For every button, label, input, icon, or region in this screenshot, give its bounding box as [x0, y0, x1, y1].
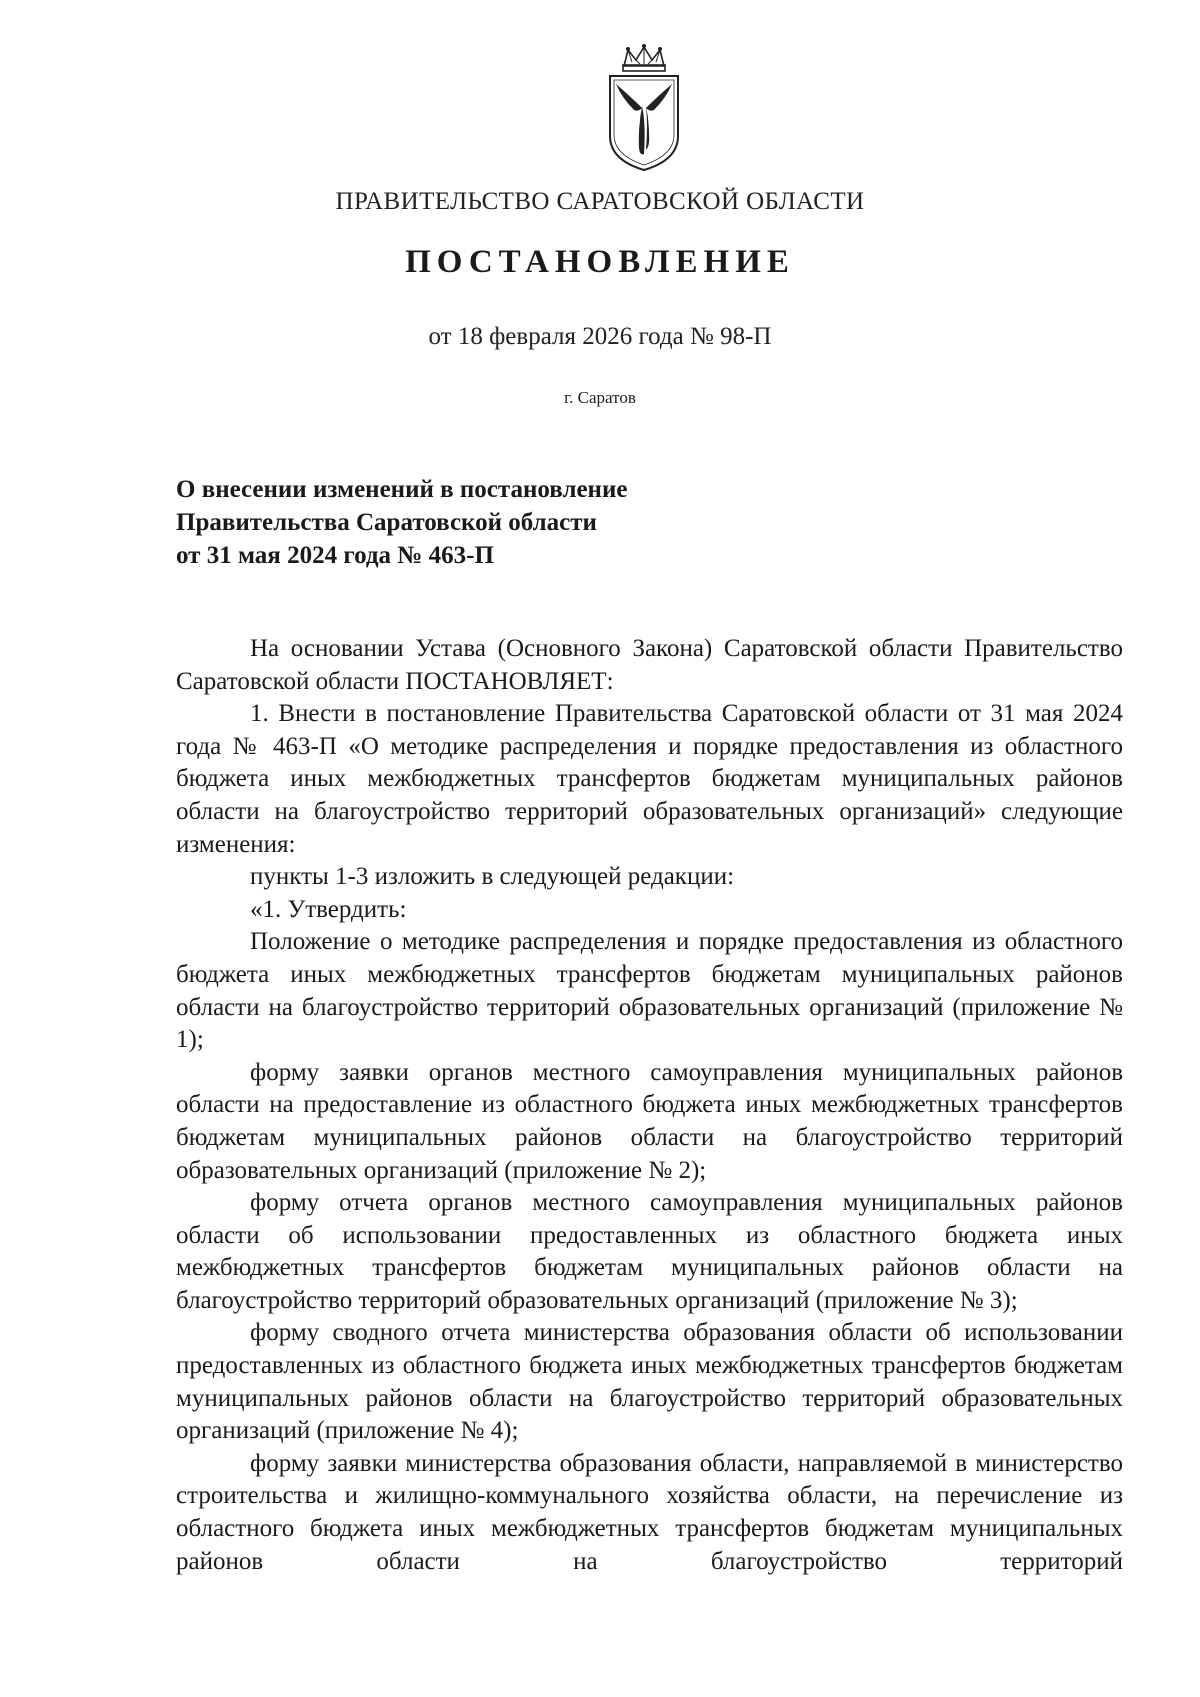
body-paragraph: Положение о методике распределения и порядке предоставления из областного бюджета иных межбюджетных трансфертов бюджетам муниципальных районов области на благоустройство территорий образовательных организаций (приложение № 1);	[176, 928, 1123, 1054]
subject-line: Правительства Саратовской области	[176, 509, 597, 536]
body-paragraph: форму сводного отчета министерства образования области об использовании предоставленных из областного бюджета иных межбюджетных трансфертов бюджетам муниципальных районов области на благоустройство территорий образовательных организаций (приложение № 4);	[176, 1319, 1123, 1445]
saratov-coat-of-arms-icon	[602, 44, 686, 172]
body-paragraph: форму отчета органов местного самоуправления муниципальных районов области об использовании предоставленных из областного бюджета иных межбюджетных трансфертов бюджетам муниципальных районов области на благоустройство территорий образовательных организаций (приложение № 3);	[176, 1189, 1123, 1314]
body-paragraph: На основании Устава (Основного Закона) Саратовской области Правительство Саратовской области ПОСТАНОВЛЯЕТ:	[176, 635, 1123, 695]
body-paragraph: 1. Внести в постановление Правительства Саратовской области от 31 мая 2024 года № 463-П «О методике распределения и порядке предоставления из областного бюджета иных межбюджетных трансфертов бюджетам муниципальных районов области на благоустройство территорий образовательных организаций» следующие изменения:	[176, 700, 1123, 858]
subject-line: от 31 мая 2024 года № 463-П	[176, 542, 494, 569]
document-type: ПОСТАНОВЛЕНИЕ	[405, 244, 795, 280]
document-city: г. Саратов	[564, 388, 636, 407]
body-paragraph: «1. Утвердить:	[250, 895, 407, 923]
government-name: ПРАВИТЕЛЬСТВО САРАТОВСКОЙ ОБЛАСТИ	[335, 188, 865, 215]
subject-line: О внесении изменений в постановление	[176, 476, 628, 503]
body-paragraph: форму заявки министерства образования области, направляемой в министерство строительства и жилищно-коммунального хозяйства области, на перечисление из областного бюджета иных межбюджетных трансфертов бюджетам муниципальных районов области на благоустройство территорий	[176, 1449, 1123, 1575]
body-paragraph: пункты 1-3 изложить в следующей редакции:	[250, 863, 735, 891]
document-body	[176, 633, 1123, 1578]
document-subject	[176, 473, 796, 572]
body-paragraph: форму заявки органов местного самоуправления муниципальных районов области на предоставление из областного бюджета иных межбюджетных трансфертов бюджетам муниципальных районов области на благоустройство территорий образовательных организаций (приложение № 2);	[176, 1058, 1123, 1184]
document-date-number: от 18 февраля 2026 года № 98-П	[428, 323, 772, 350]
